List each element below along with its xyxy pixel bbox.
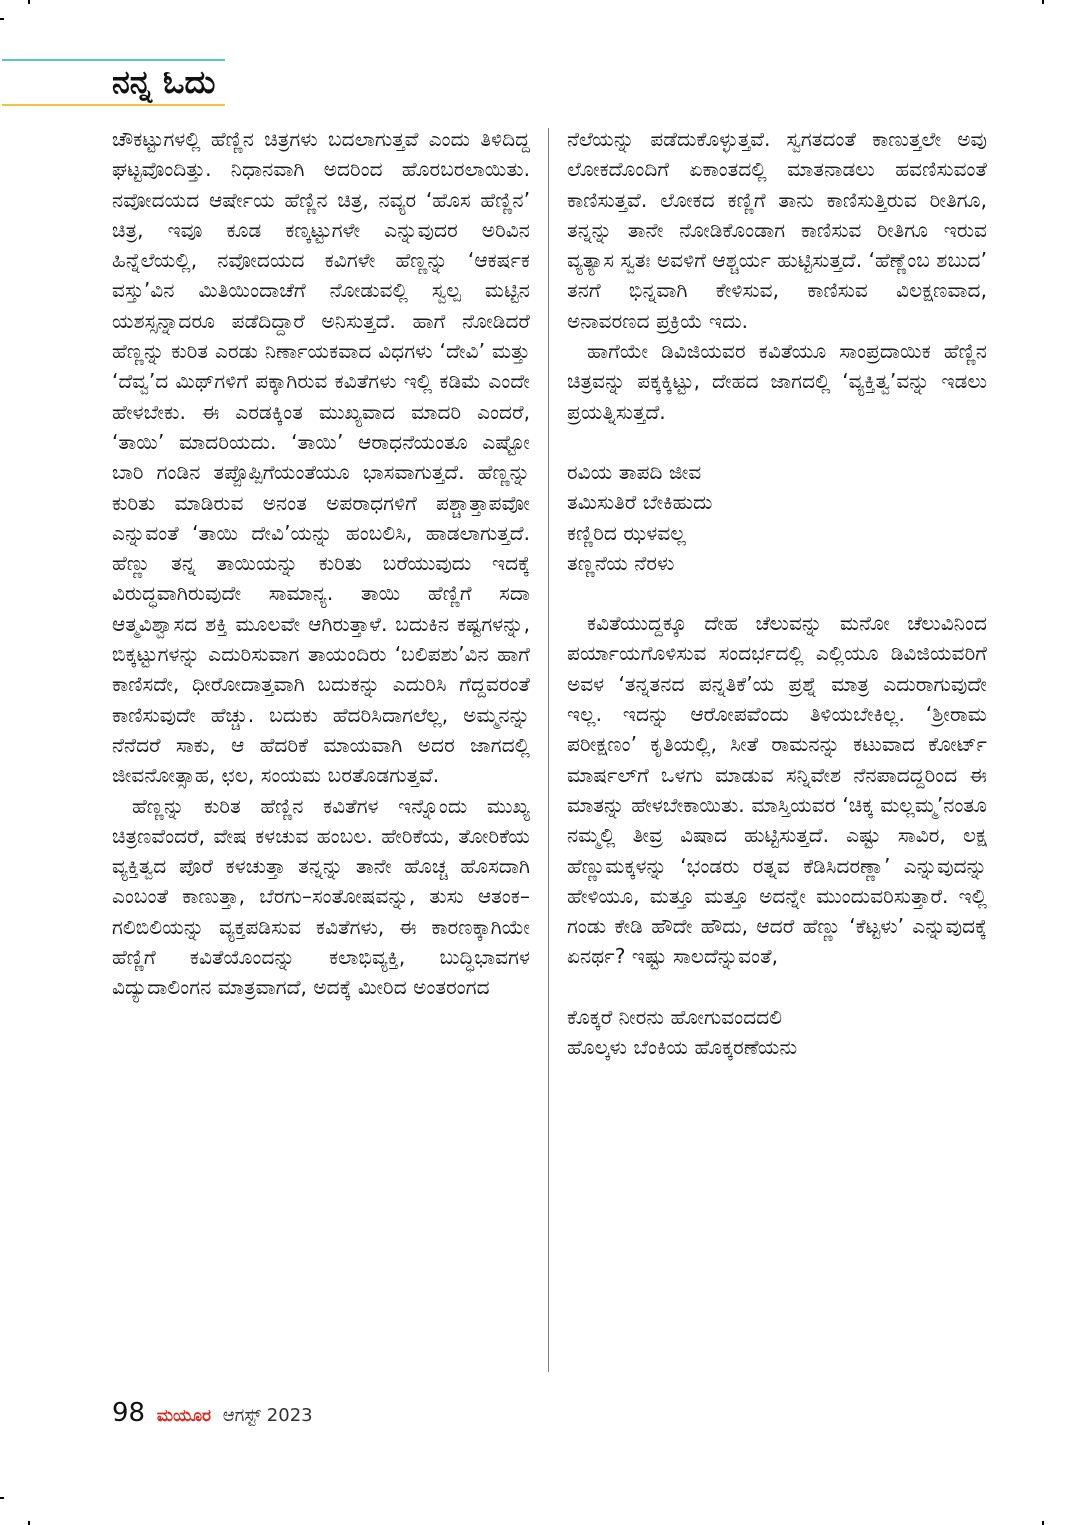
- header-rule-bottom: [2, 104, 225, 106]
- magazine-logo: ಮಯೂರ: [156, 1406, 212, 1426]
- verse-1-line: ತಮಿಸುತಿರೆ ಬೇಕಿಹುದು: [567, 490, 713, 515]
- verse-2-line: ಕೊಕ್ಕರೆ ನೀರನು ಹೋಗುವಂದದಲಿ: [567, 1004, 783, 1029]
- verse-2: [567, 1002, 987, 1063]
- right-column: [567, 124, 987, 1382]
- column-divider: [548, 128, 549, 1372]
- crop-mark-bottom-left: [0, 1497, 4, 1499]
- page-footer: [112, 1396, 313, 1430]
- section-title: ನನ್ನ ಓದು: [112, 63, 216, 101]
- verse-1-line: ತಣ್ಣನೆಯ ನೆರಳು: [567, 550, 675, 575]
- header-rule-top: [2, 59, 225, 61]
- crop-mark-top-right-v: [1042, 0, 1044, 4]
- page-number: 98: [112, 1398, 146, 1428]
- left-paragraph-2: ಹೆಣ್ಣನ್ನು ಕುರಿತ ಹೆಣ್ಣಿನ ಕವಿತೆಗಳ ಇನ್ನೊಂದು ಮುಖ್ಯ ಚಿತ್ರಣವೆಂದರೆ, ವೇಷ ಕಳಚುವ ಹಂಬಲ. ಹೇರಿಕೆಯ, ತೋರಿಕೆಯ ವ್ಯಕ್ತಿತ್ವದ ಪೊರೆ ಕಳಚುತ್ತಾ ತನ್ನನ್ನು ತಾನೇ ಹೊಚ್ಚ ಹೊಸದಾಗಿ ಎಂಬಂತೆ ಕಾಣುತ್ತಾ, ಬೆರಗು–ಸಂತೋಷವನ್ನು, ತುಸು ಆತಂಕ–ಗಲಿಬಿಲಿಯನ್ನು ವ್ಯಕ್ತಪಡಿಸುವ ಕವಿತೆಗಳು, ಈ ಕಾರಣಕ್ಕಾಗಿಯೇ ಹೆಣ್ಣಿಗೆ ಕವಿತೆಯೊಂದನ್ನು ಕಲಾಭಿವ್ಯಕ್ತಿ, ಬುದ್ಧಿಭಾವಗಳ ವಿದ್ಯುದಾಲಿಂಗನ ಮಾತ್ರವಾಗದೆ, ಅದಕ್ಕೆ ಮೀರಿದ ಅಂತರಂಗದ: [112, 793, 530, 1000]
- left-column: [112, 124, 530, 1382]
- issue-date: ಆಗಸ್ಟ್ 2023: [222, 1405, 313, 1426]
- right-paragraph-3: ಕವಿತೆಯುದ್ದಕ್ಕೂ ದೇಹ ಚೆಲುವನ್ನು ಮನೋ ಚೆಲುವಿನಿಂದ ಪರ್ಯಾಯಗೊಳಿಸುವ ಸಂದರ್ಭದಲ್ಲಿ ಎಲ್ಲಿಯೂ ಡಿವಿಜಿಯವರಿಗೆ ಅವಳ ‘ತನ್ನತನದ ಪನ್ನತಿಕೆ’ಯ ಪ್ರಶ್ನೆ ಮಾತ್ರ ಎದುರಾಗುವುದೇ ಇಲ್ಲ. ಇದನ್ನು ಆರೋಪವೆಂದು ತಿಳಿಯಬೇಕಿಲ್ಲ. ‘ಶ್ರೀರಾಮ ಪರೀಕ್ಷಣಂ’ ಕೃತಿಯಲ್ಲಿ, ಸೀತೆ ರಾಮನನ್ನು ಕಟುವಾದ ಕೋರ್ಟ್ ಮಾರ್ಷಲ್‌ಗೆ ಒಳಗು ಮಾಡುವ ಸನ್ನಿವೇಶ ನೆನಪಾದದ್ದರಿಂದ ಈ ಮಾತನ್ನು ಹೇಳಬೇಕಾಯಿತು. ಮಾಸ್ತಿಯವರ ‘ಚಿಕ್ಕ ಮಲ್ಲಮ್ಮ’ನಂತೂ ನಮ್ಮಲ್ಲಿ ತೀವ್ರ ವಿಷಾದ ಹುಟ್ಟಿಸುತ್ತದೆ. ಎಷ್ಟು ಸಾವಿರ, ಲಕ್ಷ ಹೆಣ್ಣುಮಕ್ಕಳನ್ನು ‘ಭಂಡರು ರತ್ನವ ಕೆಡಿಸಿದರಣ್ಣಾ’ ಎನ್ನುವುದನ್ನು ಹೇಳಿಯೂ, ಮತ್ತೂ ಮತ್ತೂ ಅದನ್ನೇ ಮುಂದುವರಿಸುತ್ತಾರೆ. ಇಲ್ಲಿ ಗಂಡು ಕೇಡಿ ಹೌದೇ ಹೌದು, ಆದರೆ ಹೆಣ್ಣು ‘ಕೆಟ್ಟಳು’ ಎನ್ನುವುದಕ್ಕೆ ಏನರ್ಥ? ಇಷ್ಟು ಸಾಲದೆನ್ನುವಂತೆ,: [567, 611, 987, 969]
- right-paragraph-1: ನೆಲೆಯನ್ನು ಪಡೆದುಕೊಳ್ಳುತ್ತವೆ. ಸ್ವಗತದಂತೆ ಕಾಣುತ್ತಲೇ ಅವು ಲೋಕದೊಂದಿಗೆ ಏಕಾಂತದಲ್ಲಿ ಮಾತನಾಡಲು ಹವಣಿಸುವಂತೆ ಕಾಣಿಸುತ್ತವೆ. ಲೋಕದ ಕಣ್ಣಿಗೆ ತಾನು ಕಾಣಿಸುತ್ತಿರುವ ರೀತಿಗೂ, ತನ್ನನ್ನು ತಾನೇ ನೋಡಿಕೊಂಡಾಗ ಕಾಣಿಸುವ ರೀತಿಗೂ ಇರುವ ವ್ಯತ್ಯಾಸ ಸ್ವತಃ ಅವಳಿಗೆ ಆಶ್ಚರ್ಯ ಹುಟ್ಟಿಸುತ್ತದೆ. ‘ಹೆಣ್ಣೆಂಬ ಶಬುದ’ ತನಗೆ ಭಿನ್ನವಾಗಿ ಕೇಳಿಸುವ, ಕಾಣಿಸುವ ವಿಲಕ್ಷಣವಾದ, ಅನಾವರಣದ ಪ್ರಕ್ರಿಯೆ ಇದು.: [567, 127, 987, 333]
- spacer: [567, 427, 987, 457]
- crop-mark-top-left: [0, 18, 4, 20]
- verse-1-line: ರವಿಯ ತಾಪದಿ ಜೀವ: [567, 459, 702, 484]
- spacer: [567, 972, 987, 1002]
- verse-2-line: ಹೊಲ್ಕಳು ಬೆಂಕಿಯ ಹೊಕ್ಕರಣೆಯನು: [567, 1035, 798, 1060]
- verse-1: [567, 457, 987, 578]
- crop-mark-top-left-v: [28, 0, 30, 4]
- spacer: [567, 578, 987, 608]
- left-paragraph-1: ಚೌಕಟ್ಟುಗಳಲ್ಲಿ ಹೆಣ್ಣಿನ ಚಿತ್ರಗಳು ಬದಲಾಗುತ್ತವೆ ಎಂದು ತಿಳಿದಿದ್ದ ಘಟ್ಟವೊಂದಿತ್ತು. ನಿಧಾನವಾಗಿ ಅದರಿಂದ ಹೊರಬರಲಾಯಿತು. ನವೋದಯದ ಆರ್ಷೇಯ ಹೆಣ್ಣಿನ ಚಿತ್ರ, ನವ್ಯರ ‘ಹೊಸ ಹೆಣ್ಣಿನ’ ಚಿತ್ರ, ಇವೂ ಕೂಡ ಕಣ್ಕಟ್ಟುಗಳೇ ಎನ್ನುವುದರ ಅರಿವಿನ ಹಿನ್ನೆಲೆಯಲ್ಲಿ, ನವೋದಯದ ಕವಿಗಳೇ ಹೆಣ್ಣನ್ನು ‘ಆಕರ್ಷಕ ವಸ್ತು’ವಿನ ಮಿತಿಯಿಂದಾಚೆಗೆ ನೋಡುವಲ್ಲಿ ಸ್ವಲ್ಪ ಮಟ್ಟಿನ ಯಶಸ್ಸನ್ನಾದರೂ ಪಡೆದಿದ್ದಾರೆ ಅನಿಸುತ್ತದೆ. ಹಾಗೆ ನೋಡಿದರೆ ಹೆಣ್ಣನ್ನು ಕುರಿತ ಎರಡು ನಿರ್ಣಾಯಕವಾದ ವಿಧಗಳು ‘ದೇವಿ’ ಮತ್ತು ‘ದೆವ್ವ’ದ ಮಿಥ್‌ಗಳಿಗೆ ಪಕ್ಕಾಗಿರುವ ಕವಿತೆಗಳು ಇಲ್ಲಿ ಕಡಿಮೆ ಎಂದೇ ಹೇಳಬೇಕು. ಈ ಎರಡಕ್ಕಿಂತ ಮುಖ್ಯವಾದ ಮಾದರಿ ಎಂದರೆ, ‘ತಾಯಿ’ ಮಾದರಿಯದು. ‘ತಾಯಿ’ ಆರಾಧನೆಯಂತೂ ಎಷ್ಟೋ ಬಾರಿ ಗಂಡಿನ ತಪ್ಪೊಪ್ಪಿಗೆಯಂತೆಯೂ ಭಾಸವಾಗುತ್ತದೆ. ಹೆಣ್ಣನ್ನು ಕುರಿತು ಮಾಡಿರುವ ಅನಂತ ಅಪರಾಧಗಳಿಗೆ ಪಶ್ಚಾತ್ತಾಪವೋ ಎನ್ನುವಂತೆ ‘ತಾಯಿ ದೇವಿ’ಯನ್ನು ಹಂಬಲಿಸಿ, ಹಾಡಲಾಗುತ್ತದೆ. ಹೆಣ್ಣು ತನ್ನ ತಾಯಿಯನ್ನು ಕುರಿತು ಬರೆಯುವುದು ಇದಕ್ಕೆ ವಿರುದ್ಧವಾಗಿರುವುದೇ ಸಾಮಾನ್ಯ. ತಾಯಿ ಹೆಣ್ಣಿಗೆ ಸದಾ ಆತ್ಮವಿಶ್ವಾಸದ ಶಕ್ತಿ ಮೂಲವೇ ಆಗಿರುತ್ತಾಳೆ. ಬದುಕಿನ ಕಷ್ಟಗಳನ್ನು, ಬಿಕ್ಕಟ್ಟುಗಳನ್ನು ಎದುರಿಸುವಾಗ ತಾಯಂದಿರು ‘ಬಲಿಪಶು’ವಿನ ಹಾಗೆ ಕಾಣಿಸದೇ, ಧೀರೋದಾತ್ತವಾಗಿ ಬದುಕನ್ನು ಎದುರಿಸಿ ಗೆದ್ದವರಂತೆ ಕಾಣಿಸುವುದೇ ಹೆಚ್ಚು. ಬದುಕು ಹೆದರಿಸಿದಾಗಲೆಲ್ಲ, ಅಮ್ಮನನ್ನು ನೆನೆದರೆ ಸಾಕು, ಆ ಹೆದರಿಕೆ ಮಾಯವಾಗಿ ಅದರ ಜಾಗದಲ್ಲಿ ಜೀವನೋತ್ಸಾಹ, ಛಲ, ಸಂಯಮ ಬರತೊಡಗುತ್ತವೆ.: [112, 127, 530, 788]
- crop-mark-bottom-right-v: [1042, 1521, 1044, 1525]
- verse-1-line: ಕಣ್ಣಿರಿದ ಝಳವಲ್ಲ: [567, 520, 686, 545]
- crop-mark-bottom-left-v: [28, 1521, 30, 1525]
- right-paragraph-2: ಹಾಗೆಯೇ ಡಿವಿಜಿಯವರ ಕವಿತೆಯೂ ಸಾಂಪ್ರದಾಯಿಕ ಹೆಣ್ಣಿನ ಚಿತ್ರವನ್ನು ಪಕ್ಕಕ್ಕಿಟ್ಟು, ದೇಹದ ಜಾಗದಲ್ಲಿ ‘ವ್ಯಕ್ತಿತ್ವ’ವನ್ನು ಇಡಲು ಪ್ರಯತ್ನಿಸುತ್ತದೆ.: [567, 339, 987, 424]
